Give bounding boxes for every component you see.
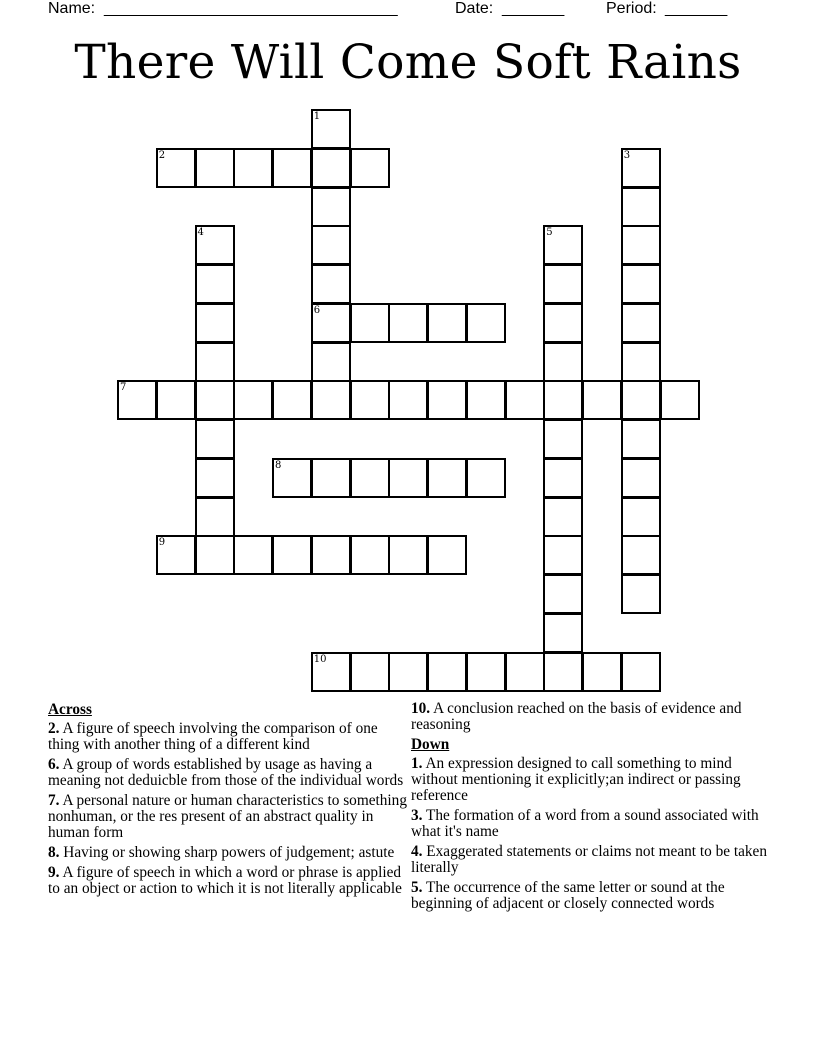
- crossword-cell[interactable]: [233, 148, 273, 188]
- crossword-cell[interactable]: [311, 303, 351, 343]
- crossword-cell[interactable]: [466, 652, 506, 692]
- crossword-cell[interactable]: [388, 380, 428, 420]
- clues-right-column: [411, 701, 773, 916]
- crossword-cell[interactable]: [311, 187, 351, 227]
- clue-number-label: 3: [623, 149, 631, 161]
- clue-number: 6.: [48, 756, 60, 773]
- clue-number-label: 7: [120, 382, 127, 394]
- crossword-cell[interactable]: [195, 458, 235, 498]
- crossword-cell[interactable]: [388, 652, 428, 692]
- crossword-cell[interactable]: [543, 380, 583, 420]
- crossword-cell[interactable]: [466, 458, 506, 498]
- crossword-cell[interactable]: [195, 148, 235, 188]
- crossword-cell[interactable]: [621, 342, 661, 382]
- crossword-cell[interactable]: [621, 187, 661, 227]
- date-field[interactable]: _______: [502, 0, 565, 17]
- crossword-cell[interactable]: [350, 652, 390, 692]
- crossword-cell[interactable]: [621, 574, 661, 614]
- clue-number: 7.: [48, 792, 60, 809]
- crossword-cell[interactable]: [311, 652, 351, 692]
- clue-text: A personal nature or human characteristics to something nonhuman, or the res present of an abstract quality in human form: [48, 792, 407, 841]
- crossword-cell[interactable]: [117, 380, 157, 420]
- clue-number-label: 10: [313, 653, 327, 665]
- clue-text: An expression designed to call something to mind without mentioning it explicitly;an indirect or passing reference: [411, 755, 741, 804]
- crossword-cell[interactable]: [543, 225, 583, 265]
- clue-text: A figure of speech in which a word or phrase is applied to an object or action to which it is not literally applicable: [48, 864, 402, 897]
- crossword-cell[interactable]: [621, 225, 661, 265]
- crossword-cell[interactable]: [505, 652, 545, 692]
- clue-number: 8.: [48, 844, 60, 861]
- clue-text: A figure of speech involving the comparison of one thing with another thing of a different kind: [48, 720, 378, 753]
- crossword-cell[interactable]: [660, 380, 700, 420]
- down-clue-5: [411, 880, 773, 912]
- crossword-cell[interactable]: [311, 148, 351, 188]
- clues-left-column: [48, 701, 408, 901]
- crossword-cell[interactable]: [156, 148, 196, 188]
- across-clue-list: [48, 721, 408, 897]
- clue-text: Having or showing sharp powers of judgement; astute: [59, 844, 395, 861]
- crossword-cell[interactable]: [272, 380, 312, 420]
- crossword-cell[interactable]: [621, 148, 661, 188]
- crossword-cell[interactable]: [621, 497, 661, 537]
- clue-number-label: 1: [313, 111, 321, 122]
- crossword-cell[interactable]: [272, 458, 312, 498]
- clue-text: A conclusion reached on the basis of evidence and reasoning: [411, 700, 742, 733]
- crossword-cell[interactable]: [388, 303, 428, 343]
- crossword-cell[interactable]: [621, 380, 661, 420]
- across-clue-9: [48, 865, 408, 897]
- crossword-cell[interactable]: [543, 264, 583, 304]
- clue-text: Exaggerated statements or claims not meant to be taken literally: [411, 843, 767, 876]
- crossword-cell[interactable]: [543, 458, 583, 498]
- crossword-cell[interactable]: [233, 535, 273, 575]
- down-clue-3: [411, 808, 773, 840]
- across-heading: Across: [48, 701, 92, 718]
- crossword-cell[interactable]: [195, 535, 235, 575]
- crossword-cell[interactable]: [466, 380, 506, 420]
- crossword-cell[interactable]: [272, 535, 312, 575]
- clue-number: 4.: [411, 843, 423, 860]
- period-field[interactable]: _______: [665, 0, 728, 17]
- crossword-cell[interactable]: [350, 535, 390, 575]
- crossword-cell[interactable]: [505, 380, 545, 420]
- clue-number: 3.: [411, 807, 423, 824]
- across-clue-7: [48, 793, 408, 841]
- crossword-cell[interactable]: [195, 303, 235, 343]
- crossword-cell[interactable]: [543, 652, 583, 692]
- across-clue-6: [48, 757, 408, 789]
- clue-number-label: 4: [197, 227, 204, 239]
- crossword-cell[interactable]: [427, 535, 467, 575]
- down-heading: Down: [411, 736, 450, 753]
- crossword-cell[interactable]: [543, 613, 583, 653]
- crossword-cell[interactable]: [427, 380, 467, 420]
- crossword-cell[interactable]: [427, 652, 467, 692]
- crossword-cell[interactable]: [582, 380, 622, 420]
- crossword-cell[interactable]: [388, 535, 428, 575]
- crossword-cell[interactable]: [621, 264, 661, 304]
- clue-number: 1.: [411, 755, 423, 772]
- across-clue-8: [48, 845, 408, 861]
- clue-number: 9.: [48, 864, 60, 881]
- crossword-cell[interactable]: [311, 109, 351, 149]
- crossword-cell[interactable]: [156, 380, 196, 420]
- crossword-cell[interactable]: [350, 380, 390, 420]
- crossword-cell[interactable]: [311, 342, 351, 382]
- clue-number-label: 5: [546, 227, 553, 239]
- clue-number-label: 9: [158, 537, 166, 549]
- name-field[interactable]: _________________________________: [104, 0, 398, 17]
- clue-number: 10.: [411, 700, 431, 717]
- crossword-cell[interactable]: [233, 380, 273, 420]
- clue-number-label: 8: [275, 459, 282, 471]
- crossword-cell[interactable]: [311, 264, 351, 304]
- clue-text: The formation of a word from a sound associated with what it's name: [411, 807, 759, 840]
- across-clue-list-continued: [411, 701, 773, 733]
- crossword-cell[interactable]: [621, 458, 661, 498]
- crossword-cell[interactable]: [621, 303, 661, 343]
- crossword-cell[interactable]: [621, 535, 661, 575]
- crossword-cell[interactable]: [427, 303, 467, 343]
- clue-text: The occurrence of the same letter or sound at the beginning of adjacent or closely connected words: [411, 879, 725, 912]
- crossword-cell[interactable]: [350, 148, 390, 188]
- crossword-cell[interactable]: [466, 303, 506, 343]
- crossword-cell[interactable]: [350, 458, 390, 498]
- crossword-cell[interactable]: [311, 380, 351, 420]
- crossword-cell[interactable]: [543, 497, 583, 537]
- crossword-cell[interactable]: [311, 458, 351, 498]
- down-clue-1: [411, 756, 773, 804]
- clue-number-label: 2: [158, 149, 166, 161]
- crossword-cell[interactable]: [543, 303, 583, 343]
- crossword-cell[interactable]: [311, 535, 351, 575]
- crossword-cell[interactable]: [543, 574, 583, 614]
- crossword-cell[interactable]: [621, 652, 661, 692]
- crossword-cell[interactable]: [195, 419, 235, 459]
- clue-text: A group of words established by usage as having a meaning not deduicble from those of the individual words: [48, 756, 404, 789]
- crossword-cell[interactable]: [272, 148, 312, 188]
- crossword-cell[interactable]: [195, 380, 235, 420]
- crossword-cell[interactable]: [543, 342, 583, 382]
- crossword-cell[interactable]: [195, 342, 235, 382]
- date-label: Date:: [455, 0, 494, 17]
- crossword-cell[interactable]: [156, 535, 196, 575]
- down-clue-list: [411, 756, 773, 912]
- crossword-cell[interactable]: [427, 458, 467, 498]
- across-clue-10: [411, 701, 773, 733]
- period-label: Period:: [606, 0, 657, 17]
- crossword-cell[interactable]: [311, 225, 351, 265]
- worksheet-title: There Will Come Soft Rains: [74, 35, 742, 90]
- crossword-cell[interactable]: [543, 419, 583, 459]
- clue-number: 2.: [48, 720, 60, 737]
- crossword-cell[interactable]: [195, 497, 235, 537]
- crossword-cell[interactable]: [388, 458, 428, 498]
- crossword-cell[interactable]: [195, 225, 235, 265]
- crossword-cell[interactable]: [350, 303, 390, 343]
- crossword-cell[interactable]: [543, 535, 583, 575]
- name-label: Name:: [48, 0, 96, 17]
- crossword-cell[interactable]: [195, 264, 235, 304]
- across-clue-2: [48, 721, 408, 753]
- down-clue-4: [411, 844, 773, 876]
- crossword-cell[interactable]: [621, 419, 661, 459]
- crossword-cell[interactable]: [582, 652, 622, 692]
- clue-number: 5.: [411, 879, 423, 896]
- clue-number-label: 6: [313, 304, 321, 316]
